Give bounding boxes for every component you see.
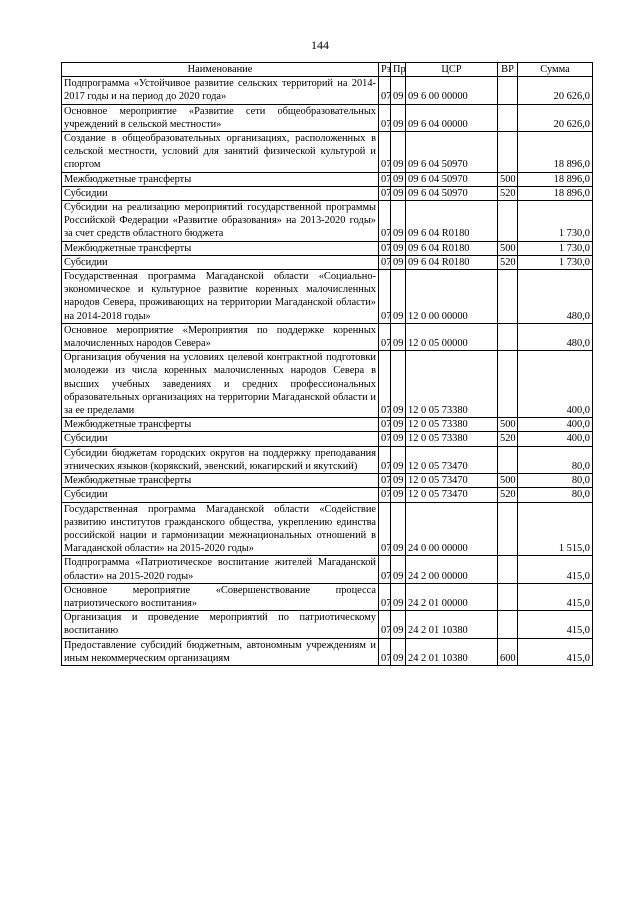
subsection-code: 09 (391, 583, 406, 610)
subsection-code: 09 (391, 77, 406, 104)
amount: 400,0 (518, 351, 593, 418)
subsection-code: 09 (391, 418, 406, 432)
header-pr: Пр (391, 63, 406, 77)
table-row (62, 638, 593, 665)
target-article-code: 12 0 05 73470 (406, 474, 498, 488)
subsection-code: 09 (391, 432, 406, 446)
table-body (62, 77, 593, 666)
expense-type-code (498, 104, 518, 131)
table-row (62, 241, 593, 255)
amount: 1 515,0 (518, 502, 593, 556)
amount: 480,0 (518, 270, 593, 324)
expense-type-code (498, 77, 518, 104)
subsection-code: 09 (391, 638, 406, 665)
amount: 80,0 (518, 446, 593, 473)
table-row (62, 556, 593, 583)
target-article-code: 09 6 04 R0180 (406, 201, 498, 242)
item-name: Межбюджетные трансферты (62, 241, 379, 255)
target-article-code: 24 0 00 00000 (406, 502, 498, 556)
item-name: Основное мероприятие «Совершенствование процесса патриотического воспитания» (62, 583, 379, 610)
table-row (62, 201, 593, 242)
subsection-code: 09 (391, 255, 406, 269)
amount: 80,0 (518, 488, 593, 502)
target-article-code: 24 2 00 00000 (406, 556, 498, 583)
table-row (62, 77, 593, 104)
section-code: 07 (379, 418, 391, 432)
amount: 80,0 (518, 474, 593, 488)
target-article-code: 09 6 04 50970 (406, 172, 498, 186)
section-code: 07 (379, 488, 391, 502)
table-row (62, 418, 593, 432)
target-article-code: 09 6 04 R0180 (406, 255, 498, 269)
section-code: 07 (379, 556, 391, 583)
amount: 1 730,0 (518, 241, 593, 255)
subsection-code: 09 (391, 502, 406, 556)
table-row (62, 132, 593, 173)
expense-type-code: 600 (498, 638, 518, 665)
item-name: Государственная программа Магаданской области «Содействие развитию институтов гражданского общества, укреплению единства российской нации и гармонизации межнациональных отношений в Магаданской области» на 2015-2020 годы» (62, 502, 379, 556)
section-code: 07 (379, 351, 391, 418)
table-row (62, 172, 593, 186)
section-code: 07 (379, 446, 391, 473)
section-code: 07 (379, 323, 391, 350)
subsection-code: 09 (391, 172, 406, 186)
section-code: 07 (379, 432, 391, 446)
expense-type-code: 520 (498, 255, 518, 269)
table-row (62, 186, 593, 200)
section-code: 07 (379, 201, 391, 242)
expense-type-code (498, 556, 518, 583)
target-article-code: 09 6 04 50970 (406, 186, 498, 200)
item-name: Субсидии бюджетам городских округов на поддержку преподавания этнических языков (корякский, эвенский, юкагирский и якутский) (62, 446, 379, 473)
target-article-code: 09 6 04 R0180 (406, 241, 498, 255)
target-article-code: 24 2 01 10380 (406, 611, 498, 638)
target-article-code: 09 6 04 50970 (406, 132, 498, 173)
section-code: 07 (379, 474, 391, 488)
section-code: 07 (379, 77, 391, 104)
budget-table (61, 62, 593, 666)
subsection-code: 09 (391, 201, 406, 242)
amount: 1 730,0 (518, 201, 593, 242)
subsection-code: 09 (391, 270, 406, 324)
expense-type-code (498, 583, 518, 610)
expense-type-code: 520 (498, 186, 518, 200)
target-article-code: 12 0 05 73380 (406, 351, 498, 418)
subsection-code: 09 (391, 488, 406, 502)
section-code: 07 (379, 172, 391, 186)
subsection-code: 09 (391, 241, 406, 255)
section-code: 07 (379, 502, 391, 556)
expense-type-code (498, 132, 518, 173)
table-row (62, 474, 593, 488)
expense-type-code (498, 201, 518, 242)
item-name: Межбюджетные трансферты (62, 474, 379, 488)
item-name: Создание в общеобразовательных организациях, расположенных в сельской местности, условий для занятий физической культурой и спортом (62, 132, 379, 173)
subsection-code: 09 (391, 446, 406, 473)
subsection-code: 09 (391, 132, 406, 173)
amount: 480,0 (518, 323, 593, 350)
amount: 400,0 (518, 432, 593, 446)
section-code: 07 (379, 186, 391, 200)
item-name: Субсидии (62, 255, 379, 269)
table-row (62, 611, 593, 638)
section-code: 07 (379, 241, 391, 255)
subsection-code: 09 (391, 104, 406, 131)
item-name: Подпрограмма «Патриотическое воспитание жителей Магаданской области» на 2015-2020 годы» (62, 556, 379, 583)
subsection-code: 09 (391, 474, 406, 488)
item-name: Предоставление субсидий бюджетным, автономным учреждениям и иным некоммерческим организациям (62, 638, 379, 665)
amount: 415,0 (518, 556, 593, 583)
table-row (62, 323, 593, 350)
target-article-code: 09 6 00 00000 (406, 77, 498, 104)
section-code: 07 (379, 270, 391, 324)
item-name: Субсидии (62, 186, 379, 200)
item-name: Подпрограмма «Устойчивое развитие сельских территорий на 2014-2017 годы и на период до 2020 года» (62, 77, 379, 104)
table-row (62, 270, 593, 324)
table-row (62, 104, 593, 131)
item-name: Субсидии (62, 432, 379, 446)
expense-type-code (498, 502, 518, 556)
expense-type-code: 520 (498, 432, 518, 446)
expense-type-code: 500 (498, 172, 518, 186)
target-article-code: 12 0 05 73380 (406, 418, 498, 432)
amount: 415,0 (518, 638, 593, 665)
table-row (62, 432, 593, 446)
amount: 20 626,0 (518, 77, 593, 104)
section-code: 07 (379, 104, 391, 131)
subsection-code: 09 (391, 186, 406, 200)
header-rz: Рз (379, 63, 391, 77)
item-name: Организация и проведение мероприятий по патриотическому воспитанию (62, 611, 379, 638)
subsection-code: 09 (391, 611, 406, 638)
amount: 415,0 (518, 583, 593, 610)
page-number: 144 (311, 38, 329, 52)
item-name: Межбюджетные трансферты (62, 418, 379, 432)
amount: 400,0 (518, 418, 593, 432)
target-article-code: 12 0 00 00000 (406, 270, 498, 324)
section-code: 07 (379, 132, 391, 173)
target-article-code: 24 2 01 10380 (406, 638, 498, 665)
subsection-code: 09 (391, 323, 406, 350)
table-row (62, 502, 593, 556)
amount: 1 730,0 (518, 255, 593, 269)
amount: 18 896,0 (518, 186, 593, 200)
header-sum: Сумма (518, 63, 593, 77)
table-header-row (62, 63, 593, 77)
expense-type-code (498, 270, 518, 324)
expense-type-code (498, 446, 518, 473)
amount: 18 896,0 (518, 132, 593, 173)
amount: 20 626,0 (518, 104, 593, 131)
expense-type-code (498, 351, 518, 418)
table-row (62, 351, 593, 418)
target-article-code: 12 0 05 73380 (406, 432, 498, 446)
item-name: Основное мероприятие «Мероприятия по поддержке коренных малочисленных народов Севера» (62, 323, 379, 350)
table-row (62, 255, 593, 269)
target-article-code: 12 0 05 00000 (406, 323, 498, 350)
item-name: Субсидии (62, 488, 379, 502)
item-name: Государственная программа Магаданской области «Социально-экономическое и культурное развитие коренных малочисленных народов Севера, проживающих на территории Магаданской области» на 2014-2018 годы» (62, 270, 379, 324)
target-article-code: 24 2 01 00000 (406, 583, 498, 610)
section-code: 07 (379, 255, 391, 269)
header-vr: ВР (498, 63, 518, 77)
section-code: 07 (379, 638, 391, 665)
amount: 415,0 (518, 611, 593, 638)
amount: 18 896,0 (518, 172, 593, 186)
section-code: 07 (379, 611, 391, 638)
header-name: Наименование (62, 63, 379, 77)
expense-type-code: 500 (498, 241, 518, 255)
subsection-code: 09 (391, 351, 406, 418)
expense-type-code: 500 (498, 418, 518, 432)
header-csr: ЦСР (406, 63, 498, 77)
target-article-code: 12 0 05 73470 (406, 488, 498, 502)
target-article-code: 12 0 05 73470 (406, 446, 498, 473)
expense-type-code (498, 323, 518, 350)
expense-type-code: 500 (498, 474, 518, 488)
table-row (62, 583, 593, 610)
expense-type-code (498, 611, 518, 638)
expense-type-code: 520 (498, 488, 518, 502)
section-code: 07 (379, 583, 391, 610)
item-name: Организация обучения на условиях целевой контрактной подготовки молодежи из числа коренных малочисленных народов Севера в высших учебных заведениях и средних профессиональных образовательных организациях на территории Магаданской области и за ее пределами (62, 351, 379, 418)
table-row (62, 488, 593, 502)
target-article-code: 09 6 04 00000 (406, 104, 498, 131)
item-name: Субсидии на реализацию мероприятий государственной программы Российской Федерации «Развитие образования» на 2013-2020 годы» за счет средств областного бюджета (62, 201, 379, 242)
subsection-code: 09 (391, 556, 406, 583)
table-row (62, 446, 593, 473)
item-name: Межбюджетные трансферты (62, 172, 379, 186)
item-name: Основное мероприятие «Развитие сети общеобразовательных учреждений в сельской местности» (62, 104, 379, 131)
